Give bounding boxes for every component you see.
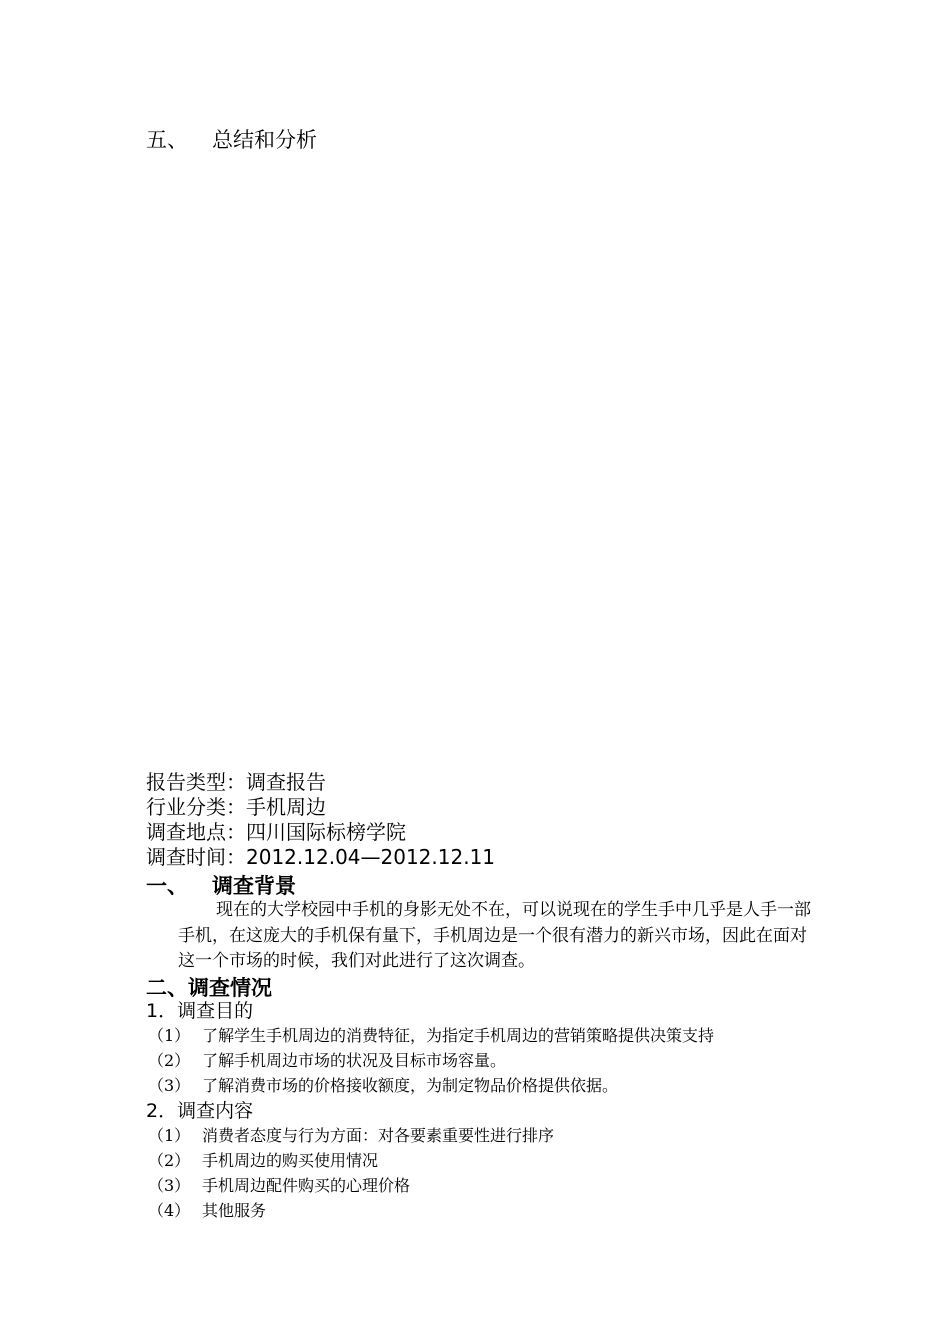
purpose-item xyxy=(148,1023,714,1046)
section-5-heading xyxy=(146,124,317,154)
section-1-heading xyxy=(146,870,296,900)
section-1-number: 一、 xyxy=(146,874,188,898)
item-text: 手机周边配件购买的心理价格 xyxy=(202,1176,411,1195)
item-text: 了解消费市场的价格接收额度，为制定物品价格提供依据。 xyxy=(202,1076,619,1095)
item-number: （2） xyxy=(148,1151,191,1170)
content-item xyxy=(148,1198,266,1221)
subsection-1-number: 1． xyxy=(146,1000,178,1022)
section-1-title: 调查背景 xyxy=(212,874,296,898)
report-type-line xyxy=(146,770,326,795)
item-number: （4） xyxy=(148,1201,191,1220)
item-text: 消费者态度与行为方面：对各要素重要性进行排序 xyxy=(202,1126,555,1145)
item-text: 其他服务 xyxy=(202,1201,267,1220)
background-paragraph: 现在的大学校园中手机的身影无处不在，可以说现在的学生手中几乎是人手一部手机，在这庞大的手机保有量下，手机周边是一个很有潜力的新兴市场，因此在面对这一个市场的时候，我们对此进行了这次调查。 xyxy=(178,900,811,971)
purpose-item xyxy=(148,1048,506,1071)
location-line xyxy=(146,820,406,845)
report-type-label: 报告类型： xyxy=(146,770,246,794)
item-text: 手机周边的购买使用情况 xyxy=(202,1151,379,1170)
industry-line xyxy=(146,795,326,820)
subsection-1-title: 调查目的 xyxy=(177,1000,254,1022)
section-5-title: 总结和分析 xyxy=(212,128,317,152)
item-number: （3） xyxy=(148,1176,191,1195)
time-label: 调查时间： xyxy=(146,845,246,869)
industry-label: 行业分类： xyxy=(146,795,246,819)
industry-value: 手机周边 xyxy=(246,795,326,819)
time-line xyxy=(146,845,495,870)
subsection-2-title: 调查内容 xyxy=(177,1100,254,1122)
item-number: （3） xyxy=(148,1076,191,1095)
location-label: 调查地点： xyxy=(146,820,246,844)
time-value: 2012.12.04—2012.12.11 xyxy=(246,845,496,869)
content-item xyxy=(148,1148,378,1171)
item-text: 了解手机周边市场的状况及目标市场容量。 xyxy=(202,1051,507,1070)
item-text: 了解学生手机周边的消费特征，为指定手机周边的营销策略提供决策支持 xyxy=(202,1026,715,1045)
purpose-item xyxy=(148,1073,618,1096)
subsection-2-number: 2． xyxy=(146,1100,178,1122)
item-number: （1） xyxy=(148,1026,191,1045)
item-number: （1） xyxy=(148,1126,191,1145)
report-type-value: 调查报告 xyxy=(246,770,326,794)
location-value: 四川国际标榜学院 xyxy=(246,820,406,844)
subsection-1-heading xyxy=(146,996,253,1023)
content-item xyxy=(148,1173,410,1196)
content-item xyxy=(148,1123,554,1146)
item-number: （2） xyxy=(148,1051,191,1070)
section-2-heading: 二、调查情况 xyxy=(146,976,272,1000)
subsection-2-heading xyxy=(146,1096,253,1123)
section-5-number: 五、 xyxy=(146,128,188,152)
